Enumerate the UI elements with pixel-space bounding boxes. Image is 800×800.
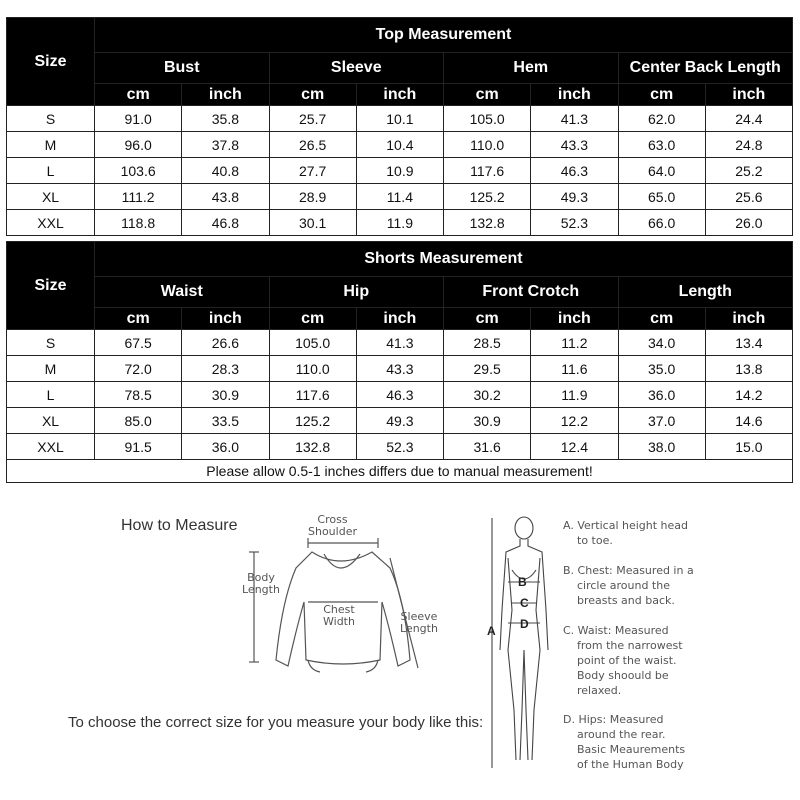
measurement-cell: 14.2 — [705, 382, 792, 408]
size-cell: L — [7, 382, 95, 408]
measurement-cell: 91.5 — [95, 434, 182, 460]
figure-letter-c: C — [520, 596, 529, 610]
size-cell: XL — [7, 408, 95, 434]
table-row — [7, 106, 793, 132]
measurement-cell: 10.9 — [356, 158, 443, 184]
measurement-cell: 29.5 — [444, 356, 531, 382]
measurement-cell: 43.3 — [356, 356, 443, 382]
measurement-cell: 26.5 — [269, 132, 356, 158]
measurement-cell: 111.2 — [95, 184, 182, 210]
size-cell: M — [7, 132, 95, 158]
column-group-header: Length — [618, 277, 793, 308]
measurement-cell: 37.0 — [618, 408, 705, 434]
unit-header: inch — [182, 84, 269, 106]
measurement-cell: 25.7 — [269, 106, 356, 132]
measurement-cell: 125.2 — [444, 184, 531, 210]
size-cell: S — [7, 106, 95, 132]
measurement-cell: 72.0 — [95, 356, 182, 382]
size-cell: XXL — [7, 210, 95, 236]
table-row — [7, 210, 793, 236]
measurement-cell: 26.6 — [182, 330, 269, 356]
measurement-cell: 85.0 — [95, 408, 182, 434]
measurement-cell: 30.2 — [444, 382, 531, 408]
table-row — [7, 356, 793, 382]
measurement-cell: 132.8 — [269, 434, 356, 460]
table-row — [7, 408, 793, 434]
column-group-header: Center Back Length — [618, 53, 793, 84]
measurement-cell: 11.6 — [531, 356, 618, 382]
measurement-cell: 125.2 — [269, 408, 356, 434]
measurement-cell: 110.0 — [269, 356, 356, 382]
measurement-cell: 31.6 — [444, 434, 531, 460]
measurement-cell: 64.0 — [618, 158, 705, 184]
unit-header: cm — [269, 308, 356, 330]
measurement-cell: 36.0 — [182, 434, 269, 460]
measurement-cell: 78.5 — [95, 382, 182, 408]
figure-letter-d: D — [520, 617, 529, 631]
measurement-cell: 110.0 — [444, 132, 531, 158]
size-instruction-text: To choose the correct size for you measure your body like this: — [68, 714, 484, 731]
measurement-cell: 49.3 — [531, 184, 618, 210]
measurement-cell: 105.0 — [269, 330, 356, 356]
unit-header: cm — [444, 84, 531, 106]
measurement-cell: 35.0 — [618, 356, 705, 382]
measurement-cell: 65.0 — [618, 184, 705, 210]
sleeve-length-label: Sleeve Length — [400, 610, 438, 635]
column-group-header: Waist — [95, 277, 270, 308]
measurement-cell: 37.8 — [182, 132, 269, 158]
column-group-header: Bust — [95, 53, 270, 84]
measurement-cell: 11.9 — [356, 210, 443, 236]
measurement-cell: 117.6 — [444, 158, 531, 184]
measurement-cell: 117.6 — [269, 382, 356, 408]
measurement-cell: 67.5 — [95, 330, 182, 356]
unit-header: cm — [95, 308, 182, 330]
measurement-cell: 14.6 — [705, 408, 792, 434]
measurement-cell: 91.0 — [95, 106, 182, 132]
unit-header: inch — [182, 308, 269, 330]
measurement-cell: 35.8 — [182, 106, 269, 132]
chest-width-label: Chest Width — [323, 603, 355, 628]
measurement-cell: 63.0 — [618, 132, 705, 158]
measurement-cell: 103.6 — [95, 158, 182, 184]
description-a: A. Vertical height head to toe. — [563, 519, 689, 547]
measurement-cell: 24.8 — [705, 132, 792, 158]
measurement-cell: 12.4 — [531, 434, 618, 460]
measurement-cell: 43.8 — [182, 184, 269, 210]
measurement-cell: 30.1 — [269, 210, 356, 236]
column-group-header: Hem — [444, 53, 619, 84]
column-group-header: Sleeve — [269, 53, 444, 84]
table-row — [7, 158, 793, 184]
shorts-measurement-table — [6, 241, 793, 483]
measurement-cell: 11.2 — [531, 330, 618, 356]
measurement-cell: 66.0 — [618, 210, 705, 236]
table-row — [7, 382, 793, 408]
measurement-cell: 96.0 — [95, 132, 182, 158]
size-header: Size — [7, 242, 95, 330]
measurement-cell: 26.0 — [705, 210, 792, 236]
measurement-cell: 25.2 — [705, 158, 792, 184]
measurement-cell: 33.5 — [182, 408, 269, 434]
measurement-cell: 27.7 — [269, 158, 356, 184]
size-cell: S — [7, 330, 95, 356]
size-cell: L — [7, 158, 95, 184]
table-row — [7, 434, 793, 460]
unit-header: inch — [531, 308, 618, 330]
size-cell: XL — [7, 184, 95, 210]
measurement-cell: 132.8 — [444, 210, 531, 236]
table-title: Shorts Measurement — [95, 242, 793, 277]
measurement-cell: 52.3 — [356, 434, 443, 460]
table-title: Top Measurement — [95, 18, 793, 53]
table-row — [7, 330, 793, 356]
figure-letter-b: B — [518, 575, 527, 589]
unit-header: cm — [444, 308, 531, 330]
measurement-cell: 34.0 — [618, 330, 705, 356]
unit-header: inch — [356, 84, 443, 106]
measurement-cell: 43.3 — [531, 132, 618, 158]
measurement-cell: 25.6 — [705, 184, 792, 210]
body-figure-icon — [484, 510, 564, 780]
measurement-cell: 24.4 — [705, 106, 792, 132]
measurement-cell: 36.0 — [618, 382, 705, 408]
table-row — [7, 132, 793, 158]
description-c: C. Waist: Measured from the narrowest point of the waist. Body shoould be relaxed. — [563, 624, 683, 697]
top-measurement-table — [6, 17, 793, 236]
unit-header: inch — [705, 308, 792, 330]
table-row — [7, 184, 793, 210]
description-d: D. Hips: Measured around the rear. Basic Meaurements of the Human Body — [563, 713, 686, 771]
measurement-cell: 30.9 — [182, 382, 269, 408]
size-header: Size — [7, 18, 95, 106]
measurement-cell: 13.4 — [705, 330, 792, 356]
cross-shoulder-label: Cross Shoulder — [308, 513, 357, 538]
unit-header: cm — [95, 84, 182, 106]
measurement-cell: 12.2 — [531, 408, 618, 434]
measurement-cell: 46.8 — [182, 210, 269, 236]
body-length-label: Body Length — [242, 571, 280, 596]
unit-header: inch — [531, 84, 618, 106]
column-group-header: Front Crotch — [444, 277, 619, 308]
how-to-measure-heading: How to Measure — [121, 517, 238, 534]
size-cell: M — [7, 356, 95, 382]
measurement-cell: 105.0 — [444, 106, 531, 132]
unit-header: cm — [269, 84, 356, 106]
measurement-cell: 13.8 — [705, 356, 792, 382]
unit-header: inch — [705, 84, 792, 106]
measurement-cell: 46.3 — [531, 158, 618, 184]
measurement-cell: 30.9 — [444, 408, 531, 434]
measurement-cell: 49.3 — [356, 408, 443, 434]
size-cell: XXL — [7, 434, 95, 460]
measurement-cell: 28.9 — [269, 184, 356, 210]
unit-header: cm — [618, 308, 705, 330]
measurement-cell: 40.8 — [182, 158, 269, 184]
measurement-cell: 41.3 — [356, 330, 443, 356]
figure-letter-a: A — [487, 624, 496, 638]
measurement-cell: 41.3 — [531, 106, 618, 132]
measurement-cell: 11.4 — [356, 184, 443, 210]
measurement-cell: 15.0 — [705, 434, 792, 460]
description-b: B. Chest: Measured in a circle around the breasts and back. — [563, 564, 694, 607]
measurement-cell: 28.5 — [444, 330, 531, 356]
measurement-cell: 28.3 — [182, 356, 269, 382]
measurement-cell: 10.1 — [356, 106, 443, 132]
measurement-cell: 118.8 — [95, 210, 182, 236]
measurement-cell: 10.4 — [356, 132, 443, 158]
unit-header: inch — [356, 308, 443, 330]
measurement-cell: 46.3 — [356, 382, 443, 408]
measurement-cell: 62.0 — [618, 106, 705, 132]
column-group-header: Hip — [269, 277, 444, 308]
measurement-note: Please allow 0.5-1 inches differs due to manual measurement! — [7, 460, 793, 483]
measurement-cell: 11.9 — [531, 382, 618, 408]
measurement-cell: 52.3 — [531, 210, 618, 236]
measurement-cell: 38.0 — [618, 434, 705, 460]
unit-header: cm — [618, 84, 705, 106]
